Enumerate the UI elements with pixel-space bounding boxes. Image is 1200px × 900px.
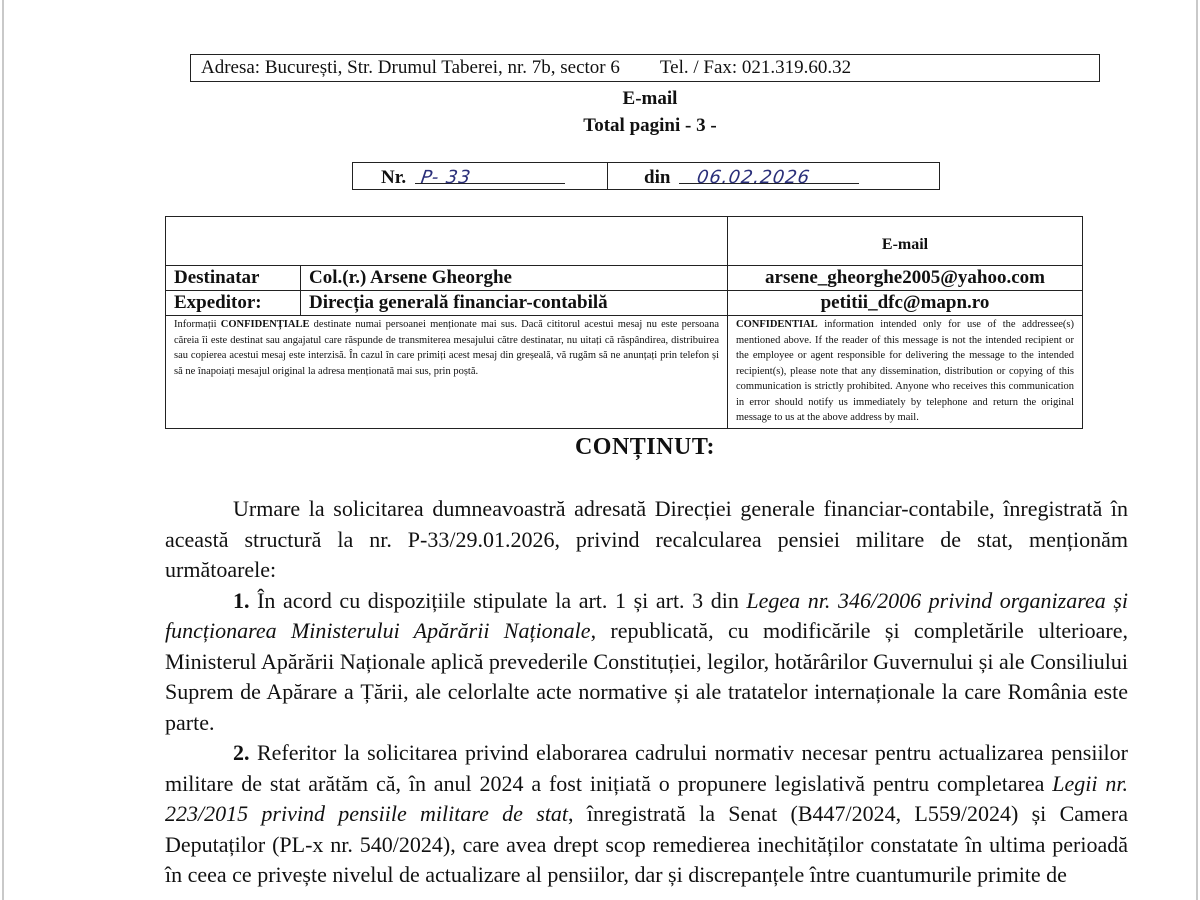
paragraph-point-1 bbox=[165, 586, 1128, 739]
point-1-number: 1. bbox=[233, 587, 250, 613]
contacts-table bbox=[165, 216, 1083, 429]
total-pages: Total pagini - 3 - bbox=[583, 115, 717, 136]
conf-ro-prefix: Informații bbox=[174, 319, 221, 330]
point-1-law-title: Legea nr. 346/2006 privind organizarea și funcționarea Ministerului Apărării Naționale bbox=[165, 587, 1128, 643]
point-1-text-b: , republicată, cu modificările și completările ulterioare, Ministerul Apărării Naționale aplică prevederile Constituției, legilor, hotărârilor Guvernului și ale Consiliului Suprem de Apărare a Țării, ale celorlalte acte normative și ale tratatelor internaționale la care România este parte. bbox=[165, 618, 1128, 735]
point-2-text-a: Referitor la solicitarea privind elaborarea cadrului normativ necesar pentru actualizarea pensiilor militare de stat arătăm că, în anul 2024 a fost inițiată o propunere legislativă pentru completarea bbox=[165, 740, 1128, 796]
recipient-role: Destinatar bbox=[166, 266, 301, 291]
tel-fax-text: Tel. / Fax: 021.319.60.32 bbox=[659, 57, 852, 78]
date-handwritten-value: 06.02.2026 bbox=[695, 167, 812, 188]
point-2-text-b: , înregistrată la Senat (B447/2024, L559/2024) și Camera Deputaților (PL-x nr. 540/2024), care avea drept scop remedierea inechităților constatate în ultima perioadă în ceea ce privește nivelul de actualizare al pensiilor, dar și discrepanțele între cuantumurile primite de bbox=[165, 801, 1128, 887]
date-underline bbox=[679, 163, 859, 188]
nr-underline bbox=[415, 163, 565, 188]
address-text: Adresa: București, Str. Drumul Taberei, nr. 7b, sector 6 bbox=[201, 57, 620, 78]
registration-number-cell bbox=[353, 163, 608, 189]
sender-name: Direcția generală financiar-contabilă bbox=[301, 291, 728, 316]
registration-date-cell bbox=[608, 163, 939, 189]
nr-handwritten-value: P- 33 bbox=[419, 167, 473, 188]
paragraph-point-2 bbox=[165, 738, 1128, 891]
sender-row bbox=[166, 291, 1083, 316]
confidentiality-en bbox=[728, 316, 1083, 429]
content-title: CONȚINUT: bbox=[574, 434, 716, 460]
conf-ro-bold: CONFIDENȚIALE bbox=[220, 319, 310, 330]
point-2-law-title: Legii nr. 223/2015 privind pensiile militare de stat bbox=[165, 770, 1128, 826]
confidentiality-ro bbox=[166, 316, 728, 429]
contacts-header-row bbox=[166, 217, 1083, 266]
recipient-row bbox=[166, 266, 1083, 291]
sender-role: Expeditor: bbox=[166, 291, 301, 316]
email-column-header: E-mail bbox=[728, 217, 1083, 266]
sender-email[interactable]: petitii_dfc@mapn.ro bbox=[728, 291, 1083, 316]
din-label: din bbox=[644, 167, 671, 188]
conf-ro-text: destinate numai persoanei menționate mai sus. Dacă cititorul acestui mesaj nu este persoana căreia îi este destinat sau angajatul care răspunde de transmiterea mesajului către destinatar, nu uitați că răspândirea, distribuirea sau copierea acestui mesaj este interzisă. În cazul în care primiți acest mesaj din greșeală, vă rugăm să ne anunțați prin telefon și să ne înapoiați mesajul original la adresa menționată mai sus, prin poștă. bbox=[174, 319, 719, 377]
conf-en-text: information intended only for use of the addressee(s) mentioned above. If the reader of this message is not the intended recipient or the employee or agent responsible for delivering the message to the intended recipient(s), please note that any dissemination, distribution or copying of this communication is strictly prohibited. Anyone who receives this communication in error should notify us immediately by telephone and return the original message to us at the above address by mail. bbox=[736, 319, 1074, 423]
recipient-name: Col.(r.) Arsene Gheorghe bbox=[301, 266, 728, 291]
point-1-text-a: În acord cu dispozițiile stipulate la art. 1 și art. 3 din bbox=[249, 587, 747, 613]
address-box bbox=[190, 54, 1100, 82]
conf-en-bold: CONFIDENTIAL bbox=[736, 319, 818, 330]
content-body bbox=[165, 494, 1128, 891]
contacts-header-blank bbox=[166, 217, 728, 266]
nr-label: Nr. bbox=[381, 167, 407, 188]
document-type: E-mail bbox=[622, 88, 678, 109]
confidentiality-row bbox=[166, 316, 1083, 429]
recipient-email[interactable]: arsene_gheorghe2005@yahoo.com bbox=[728, 266, 1083, 291]
paragraph-intro: Urmare la solicitarea dumneavoastră adresată Direcției generale financiar-contabile, înregistrată în această structură la nr. P-33/29.01.2026, privind recalcularea pensiei militare de stat, menționăm următoarele: bbox=[165, 496, 1128, 582]
registration-box bbox=[352, 162, 940, 190]
point-2-number: 2. bbox=[233, 740, 250, 765]
